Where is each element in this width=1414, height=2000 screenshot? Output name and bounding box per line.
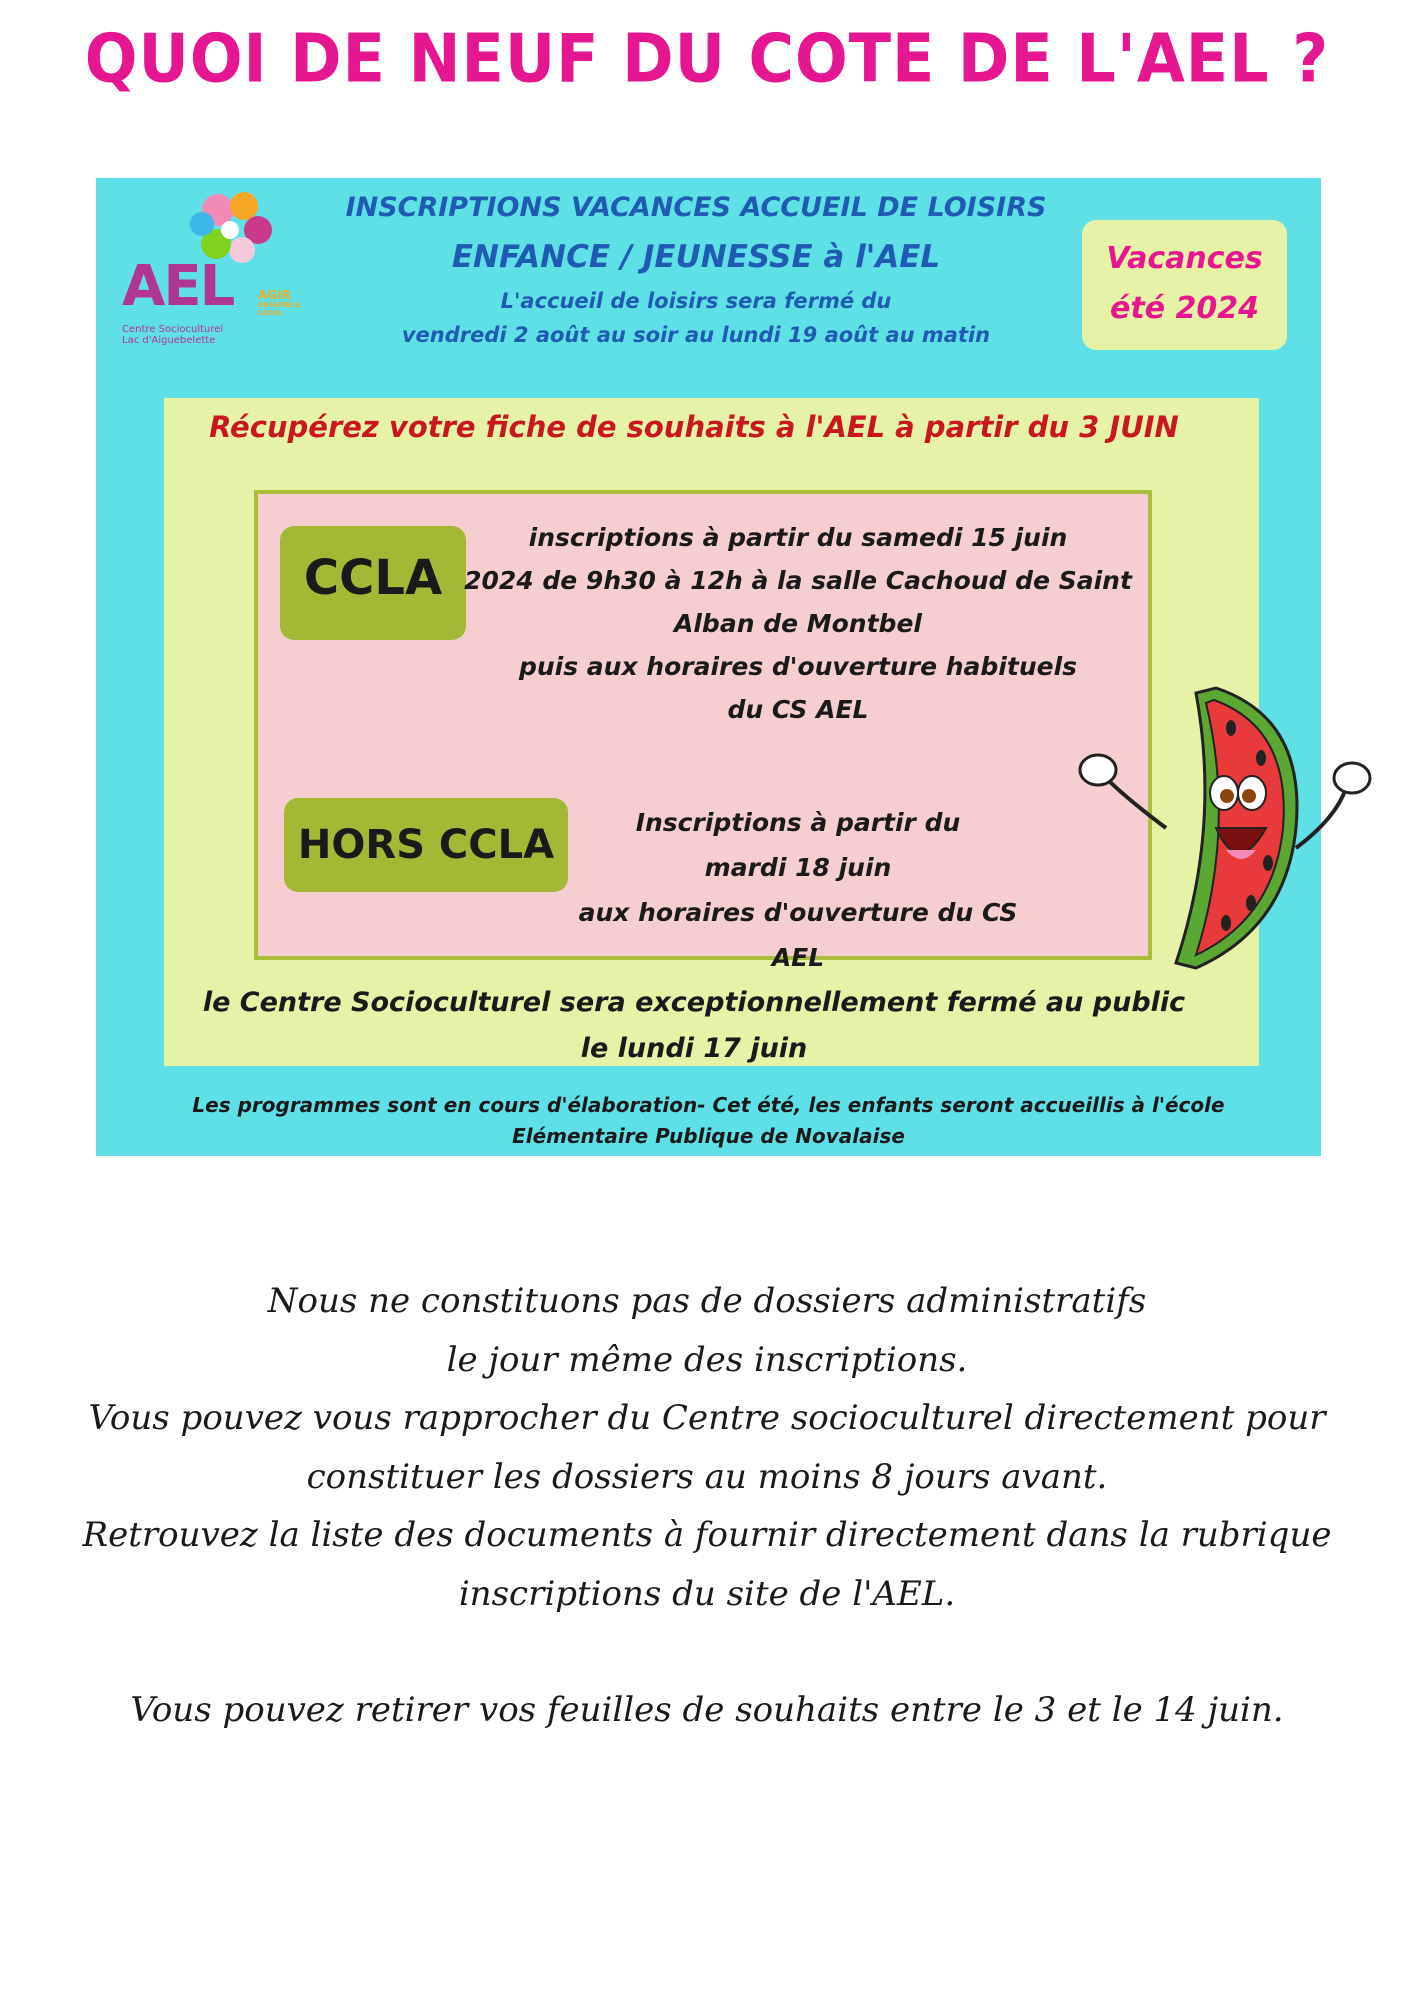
body-line-5: Retrouvez la liste des documents à fournir directement dans la rubrique xyxy=(82,1515,1332,1555)
body-line-2: le jour même des inscriptions. xyxy=(446,1339,968,1380)
logo-agir: AGIR ENSEMBLE LOCAL xyxy=(258,288,301,317)
ccla-info: inscriptions à partir du samedi 15 juin 2024 de 9h30 à 12h à la salle Cachoud de Saint Alban de Montbel puis aux horaires d'ouverture habituels du CS AEL xyxy=(464,523,1132,724)
logo-subtitle: Centre Socioculturel Lac d'Aiguebelette xyxy=(122,324,224,346)
recup-notice: Récupérez votre fiche de souhaits à l'AEL à partir du 3 JUIN xyxy=(209,410,1179,444)
flyer xyxy=(96,178,1321,1156)
header-line-2: ENFANCE / JEUNESSE à l'AEL xyxy=(451,239,941,275)
closure-notice: le Centre Socioculturel sera exceptionnellement fermé au public le lundi 17 juin xyxy=(202,987,1186,1064)
body-line-3: Vous pouvez vous rapprocher du Centre socioculturel directement pour xyxy=(88,1398,1326,1438)
inscriptions-box xyxy=(254,490,1152,972)
ccla-label: CCLA xyxy=(280,526,466,640)
hors-ccla-label: HORS CCLA xyxy=(284,798,568,892)
logo-text: AEL xyxy=(122,254,234,319)
watermelon-mascot-icon xyxy=(1046,678,1386,978)
vacances-badge: Vacances été 2024 xyxy=(1082,220,1287,350)
header-line-4: vendredi 2 août au soir au lundi 19 août au matin xyxy=(401,323,991,347)
body-line-4: constituer les dossiers au moins 8 jours avant. xyxy=(306,1456,1108,1497)
header-line-1: INSCRIPTIONS VACANCES ACCUEIL DE LOISIRS xyxy=(345,192,1047,223)
hors-ccla-info: Inscriptions à partir du mardi 18 juin aux horaires d'ouverture du CS AEL xyxy=(578,808,1018,972)
page-title: QUOI DE NEUF DU COTE DE L'AEL ? xyxy=(84,19,1330,98)
flyer-header xyxy=(256,186,1136,352)
body-line-1: Nous ne constituons pas de dossiers administratifs xyxy=(267,1281,1147,1321)
body-text xyxy=(40,1272,1374,1740)
body-line-6: inscriptions du site de l'AEL. xyxy=(458,1573,956,1614)
header-line-3: L'accueil de loisirs sera fermé du xyxy=(500,289,892,313)
body-paragraph-2: Vous pouvez retirer vos feuilles de souhaits entre le 3 et le 14 juin. xyxy=(130,1690,1284,1730)
flyer-footer-note: Les programmes sont en cours d'élaboration- Cet été, les enfants seront accueillis à l'école Elémentaire Publique de Novalaise xyxy=(192,1093,1225,1148)
